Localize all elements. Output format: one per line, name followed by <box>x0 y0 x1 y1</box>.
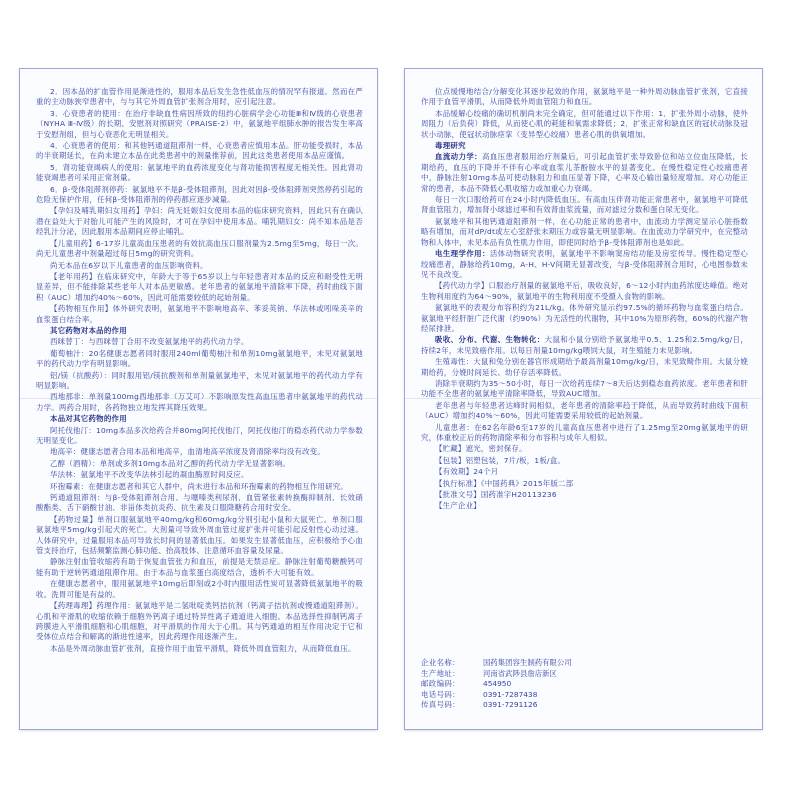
body-paragraph: 钙通道阻滞剂：与β-受体阻滞剂合用、与噻嗪类利尿剂、血管紧张素转换酶抑制剂、长效硝酸酯类、舌下硝酸甘油、非甾体类抗炎药、抗生素及口服降糖药合用时安全。 <box>36 493 363 513</box>
body-paragraph: 氨氯地平和其他钙通道阻滞剂一样，在心功能正常的患者中，血流动力学测定显示心脏指数略有增加，而对dP/dt或左心室舒张末期压力或容量无明显影响。在血流动力学研究中，在完整动物和人体中，未见本品有负性肌力作用，即使同时给予β-受体阻滞剂也是如此。 <box>421 216 748 247</box>
body-paragraph: 生殖毒性：大鼠和兔分别在器官形成期给予最高剂量10mg/kg/日，未见致畸作用。大鼠分娩期给药，分娩时间延长、幼仔存活率降低。 <box>421 357 748 377</box>
body-paragraph: 【老年用药】在临床研究中，年龄大于等于65岁以上与年轻患者对本品的反应和耐受性无明显差异，但不能排除某些老年人对本品更敏感。老年患者的氨氯地平清除率下降，药时曲线下面积（AUC）增加约40%～60%，因此可能需要较低的起始剂量。 <box>36 271 363 302</box>
body-paragraph: 2．因本品的扩血管作用是渐进性的，服用本品后发生急性低血压的情况罕有报道。然而在严重的主动脉狭窄患者中，与与其它外周血管扩张剂合用时，应引起注意。 <box>36 87 363 107</box>
body-paragraph: 地高辛：健康志愿者合用本品和地高辛，血清地高辛浓度及肾清除率均没有改变。 <box>50 447 326 457</box>
subsection-heading: 电生理学作用： <box>435 249 490 259</box>
subsection-paragraph <box>421 249 748 280</box>
manufacturer-field-label: 企业名称： <box>421 658 460 668</box>
right-page-text <box>421 87 748 649</box>
body-paragraph: 【批准文号】国药准字H20113236 <box>435 490 557 500</box>
subsection-body: 大鼠和小鼠分别给予氨氯地平0.5、1.25和2.5mg/kg/日，持续2年，未见致癌作用。以每日剂量10mg/kg喂饲大鼠，对生殖能力未见影响。 <box>421 335 748 355</box>
subsection-paragraph <box>421 335 748 356</box>
body-paragraph: 葡萄柚汁：20名健康志愿者同时服用240ml葡萄柚汁和单剂10mg氨氯地平，未见对氨氯地平的药代动力学有明显影响。 <box>36 348 363 369</box>
manufacturer-row <box>421 690 671 701</box>
body-paragraph: 本品是外周动脉血管扩张剂，直接作用于血管平滑肌，降低外周血管阻力，从而降低血压。 <box>50 643 356 653</box>
body-paragraph: 【有效期】24个月 <box>435 467 499 477</box>
body-paragraph: 【药物过量】单剂口服氨氯地平40mg/kg和60mg/kg分别引起小鼠和大鼠死亡。单剂口服氨氯地平5mg/kg引起犬的死亡。大剂量可导致外周血管过度扩张并可能引起反射性心动过速。人体研究中，过量服用本品可导致长时间的显著低血压。如果发生显著低血压，应积极给予心血管支持治疗，包括频繁监测心肺功能、抬高肢体、注意循环血容量及尿量。 <box>36 514 363 556</box>
body-paragraph: 氨氯地平的表观分布容积约为21L/kg。体外研究显示约97.5%的循环药物与血浆蛋白结合。氨氯地平经肝脏广泛代谢（约90%）为无活性的代谢物，其中10%为原形药物，60%的代谢产物经尿排泄。 <box>421 303 748 333</box>
fold-line <box>405 398 762 399</box>
body-paragraph: 【药代动力学】口服治疗剂量的氨氯地平后，吸收良好，6～12小时内血药浓度达峰值。绝对生物利用度约为64～90%，氨氯地平的生物利用度不受摄入食物的影响。 <box>421 281 748 301</box>
body-paragraph: 本品缓解心绞痛的确切机制尚未完全确定，但可能通过以下作用：1．扩张外周小动脉，使外周阻力（后负荷）降低，从而使心肌的耗能和氧需求降低；2．扩张正常和缺血区的冠状动脉及冠状小动脉，使冠状动脉痉挛（变异型心绞痛）患者心肌的供氧增加。 <box>421 108 748 139</box>
manufacturer-field-value: 国药集团容生制药有限公司 <box>483 658 572 668</box>
body-paragraph: 3．心衰患者的使用：在治疗非缺血性病因所致的纽约心脏病学会心功能Ⅲ和Ⅳ级的心衰患者（NYHA Ⅲ-Ⅳ级）的长期、安慰剂对照研究（PRAISE-2）中，氨氯地平组肺水肿的报告发生率高于安慰剂组，但与心衰恶化无明显相关。 <box>36 108 363 139</box>
manufacturer-field-label: 电话号码： <box>421 689 460 699</box>
manufacturer-row <box>421 669 671 680</box>
section-heading: 本品对其它药物的作用 <box>50 414 127 424</box>
manufacturer-row <box>421 658 671 669</box>
manufacturer-field-value: 0391-7291126 <box>483 700 538 710</box>
body-paragraph: 5．肾功能衰竭病人的使用：氨氯地平的血药浓度变化与肾功能损害程度无相关性。因此肾功能衰竭患者可采用正常剂量。 <box>36 162 363 183</box>
body-paragraph: 老年患者与年轻患者达峰时间相似，老年患者的清除率趋于降低，从而导致药时曲线下面积（AUC）增加约40%～60%，因此可能需要采用较低的起始剂量。 <box>421 400 748 421</box>
section-heading: 毒理研究 <box>435 141 466 151</box>
subsection-heading: 吸收、分布、代谢、生物转化： <box>435 335 545 345</box>
body-paragraph: 每日一次口服给药可在24小时内降低血压。有高血压伴肾功能正常患者中，氨氯地平可降低肾血管阻力，增加肾小球滤过率和有效肾血浆流量，而对滤过分数和蛋白尿无变化。 <box>421 195 748 215</box>
left-page-text <box>36 87 363 715</box>
manufacturer-row <box>421 679 671 690</box>
subsection-body: 活体动物研究表明，氨氯地平不影响窦房结功能及房室传导。慢性稳定型心绞痛患者，静脉给药10mg，A-H、H-V间期无显著改变，与β-受体阻滞剂合用时，心电图参数未见不良改变。 <box>421 249 748 279</box>
body-paragraph: 静脉注射血管收缩药有助于恢复血管张力和血压，前提是无禁忌症。静脉注射葡萄糖酸钙可能有助于逆转钙通道阻滞作用。由于本品与血浆蛋白高度结合，透析不大可能有效。 <box>36 557 363 577</box>
manufacturer-row <box>421 700 671 711</box>
body-paragraph: 西咪替丁：与西咪替丁合用不改变氨氯地平的药代动力学。 <box>50 337 249 347</box>
section-heading: 其它药物对本品的作用 <box>50 325 127 335</box>
body-paragraph: 华法林：氨氯地平不改变华法林引起的凝血酶原时间反应。 <box>50 470 249 480</box>
manufacturer-field-value: 0391-7287438 <box>483 689 538 699</box>
body-paragraph: 尚无本品在6岁以下儿童患者的血压影响资料。 <box>50 260 208 270</box>
insert-left-page <box>19 68 378 730</box>
body-paragraph: 儿童患者：在62名年龄6至17岁的儿童高血压患者中进行了1.25mg至20mg氨氯地平的研究，体重校正后的药物清除率和分布容积与成年人相似。 <box>421 422 748 442</box>
body-paragraph: 位点缓慢地结合/分解变化其逐步起效的作用，氨氯地平是一种外周动脉血管扩张剂，它直接作用于血管平滑肌，从而降低外周血管阻力和血压。 <box>421 87 748 107</box>
body-paragraph: 【生产企业】 <box>435 501 481 511</box>
body-paragraph: 【儿童用药】6-17岁儿童高血压患者的有效抗高血压口服剂量为2.5mg至5mg，每日一次。尚无儿童患者中剂量超过每日5mg的研究资料。 <box>36 238 363 259</box>
body-paragraph: 【药物相互作用】体外研究表明，氨氯地平不影响地高辛、苯妥英钠、华法林或吲哚美辛的血浆蛋白结合率。 <box>36 304 363 324</box>
body-paragraph: 【药理毒理】药理作用：氨氯地平是二氢吡啶类钙拮抗剂（钙离子拮抗剂或慢通道阻滞剂）。心肌和平滑肌的收缩依赖于细胞外钙离子通过特异性离子通道进入细胞。本品选择性抑制钙离子跨膜进入平滑肌细胞和心肌细胞，对平滑肌的作用大于心肌。其与钙通道的相互作用决定于它和受体位点结合和解离的渐进性速率，因此药理作用逐渐产生。 <box>36 601 363 642</box>
subsection-body: 高血压患者服用治疗剂量后，可引起血管扩张导致卧位和站立位血压降低，长期给药，血压的下降并不伴有心率或血浆儿茶酚胺水平的显著变化。在慢性稳定性心绞痛患者中，静脉注射10mg本品可使动脉阻力和血压显著下降，心率及心输出量轻度增加。对心功能正常的患者，本品不降低心肌收缩力或加重心力衰竭。 <box>421 152 748 193</box>
body-paragraph: 乙醇（酒精）：单剂或多剂10mg本品对乙醇的药代动力学无显著影响。 <box>50 458 291 468</box>
fold-line <box>20 398 377 399</box>
body-paragraph: 【包装】铝塑包装，7片/板，1板/盒。 <box>435 455 565 465</box>
subsection-heading: 血流动力学： <box>435 152 482 162</box>
insert-right-page <box>404 68 763 730</box>
subsection-paragraph <box>421 152 748 194</box>
body-paragraph: 【孕妇及哺乳期妇女用药】孕妇：尚无妊娠妇女使用本品的临床研究资料，因此只有在确认潜在益处大于对胎儿可能产生的风险时，才可在孕妇中使用本品。哺乳期妇女：尚不知本品是否经乳汁分泌，因此服用本品期间应停止哺乳。 <box>36 206 363 237</box>
body-paragraph: 【执行标准】《中国药典》2015年版二部 <box>435 478 574 488</box>
body-paragraph: 4．心衰患者的使用：和其他钙通道阻滞剂一样，心衰患者应慎用本品。肝功能受损时，本品的半衰期延长，在尚未建立本品在此类患者中的剂量推荐前，因此这类患者使用本品应谨慎。 <box>36 141 363 161</box>
body-paragraph: 铝/镁（抗酸药）：同时服用铝/镁抗酸剂和单剂量氨氯地平，未见对氨氯地平的药代动力学有明显影响。 <box>36 370 363 390</box>
body-paragraph: 西地那非：单剂量100mg西地那非（万艾可）不影响原发性高血压患者中氨氯地平的药代动力学。两药合用时，各药物独立地发挥其降压效果。 <box>36 392 363 412</box>
body-paragraph: 环孢霉素：在健康志愿者和其它人群中，尚未进行本品和环孢霉素的药物相互作用研究。 <box>50 481 348 491</box>
manufacturer-info <box>421 658 671 711</box>
manufacturer-field-value: 454950 <box>483 679 512 689</box>
body-paragraph: 阿托伐他汀：10mg本品多次给药合并80mg阿托伐他汀，阿托伐他汀的稳态药代动力学参数无明显变化。 <box>36 425 363 445</box>
manufacturer-field-label: 传真号码： <box>421 700 460 710</box>
body-paragraph: 【贮藏】遮光，密封保存。 <box>435 444 527 454</box>
body-paragraph: 6．β-受体阻滞剂停药：氨氯地平不是β-受体阻滞剂，因此对因β-受体阻滞剂突然停药引起的危险无保护作用，任何β-受体阻滞剂的停药都应逐步减量。 <box>36 184 363 205</box>
manufacturer-field-label: 邮政编码： <box>421 679 460 689</box>
body-paragraph: 消除半衰期约为35～50小时，每日一次给药连续7～8天后达到稳态血药浓度。老年患者和肝功能不全患者的氨氯地平清除率降低，导致AUC增加。 <box>421 378 748 399</box>
manufacturer-field-label: 生产地址： <box>421 668 460 678</box>
manufacturer-field-value: 河南省武陟县詹店新区 <box>483 668 557 678</box>
body-paragraph: 在健康志愿者中，服用氨氯地平10mg后即刻或2小时内服用活性炭可显著降低氨氯地平的吸收。洗胃可能是有益的。 <box>36 579 363 599</box>
